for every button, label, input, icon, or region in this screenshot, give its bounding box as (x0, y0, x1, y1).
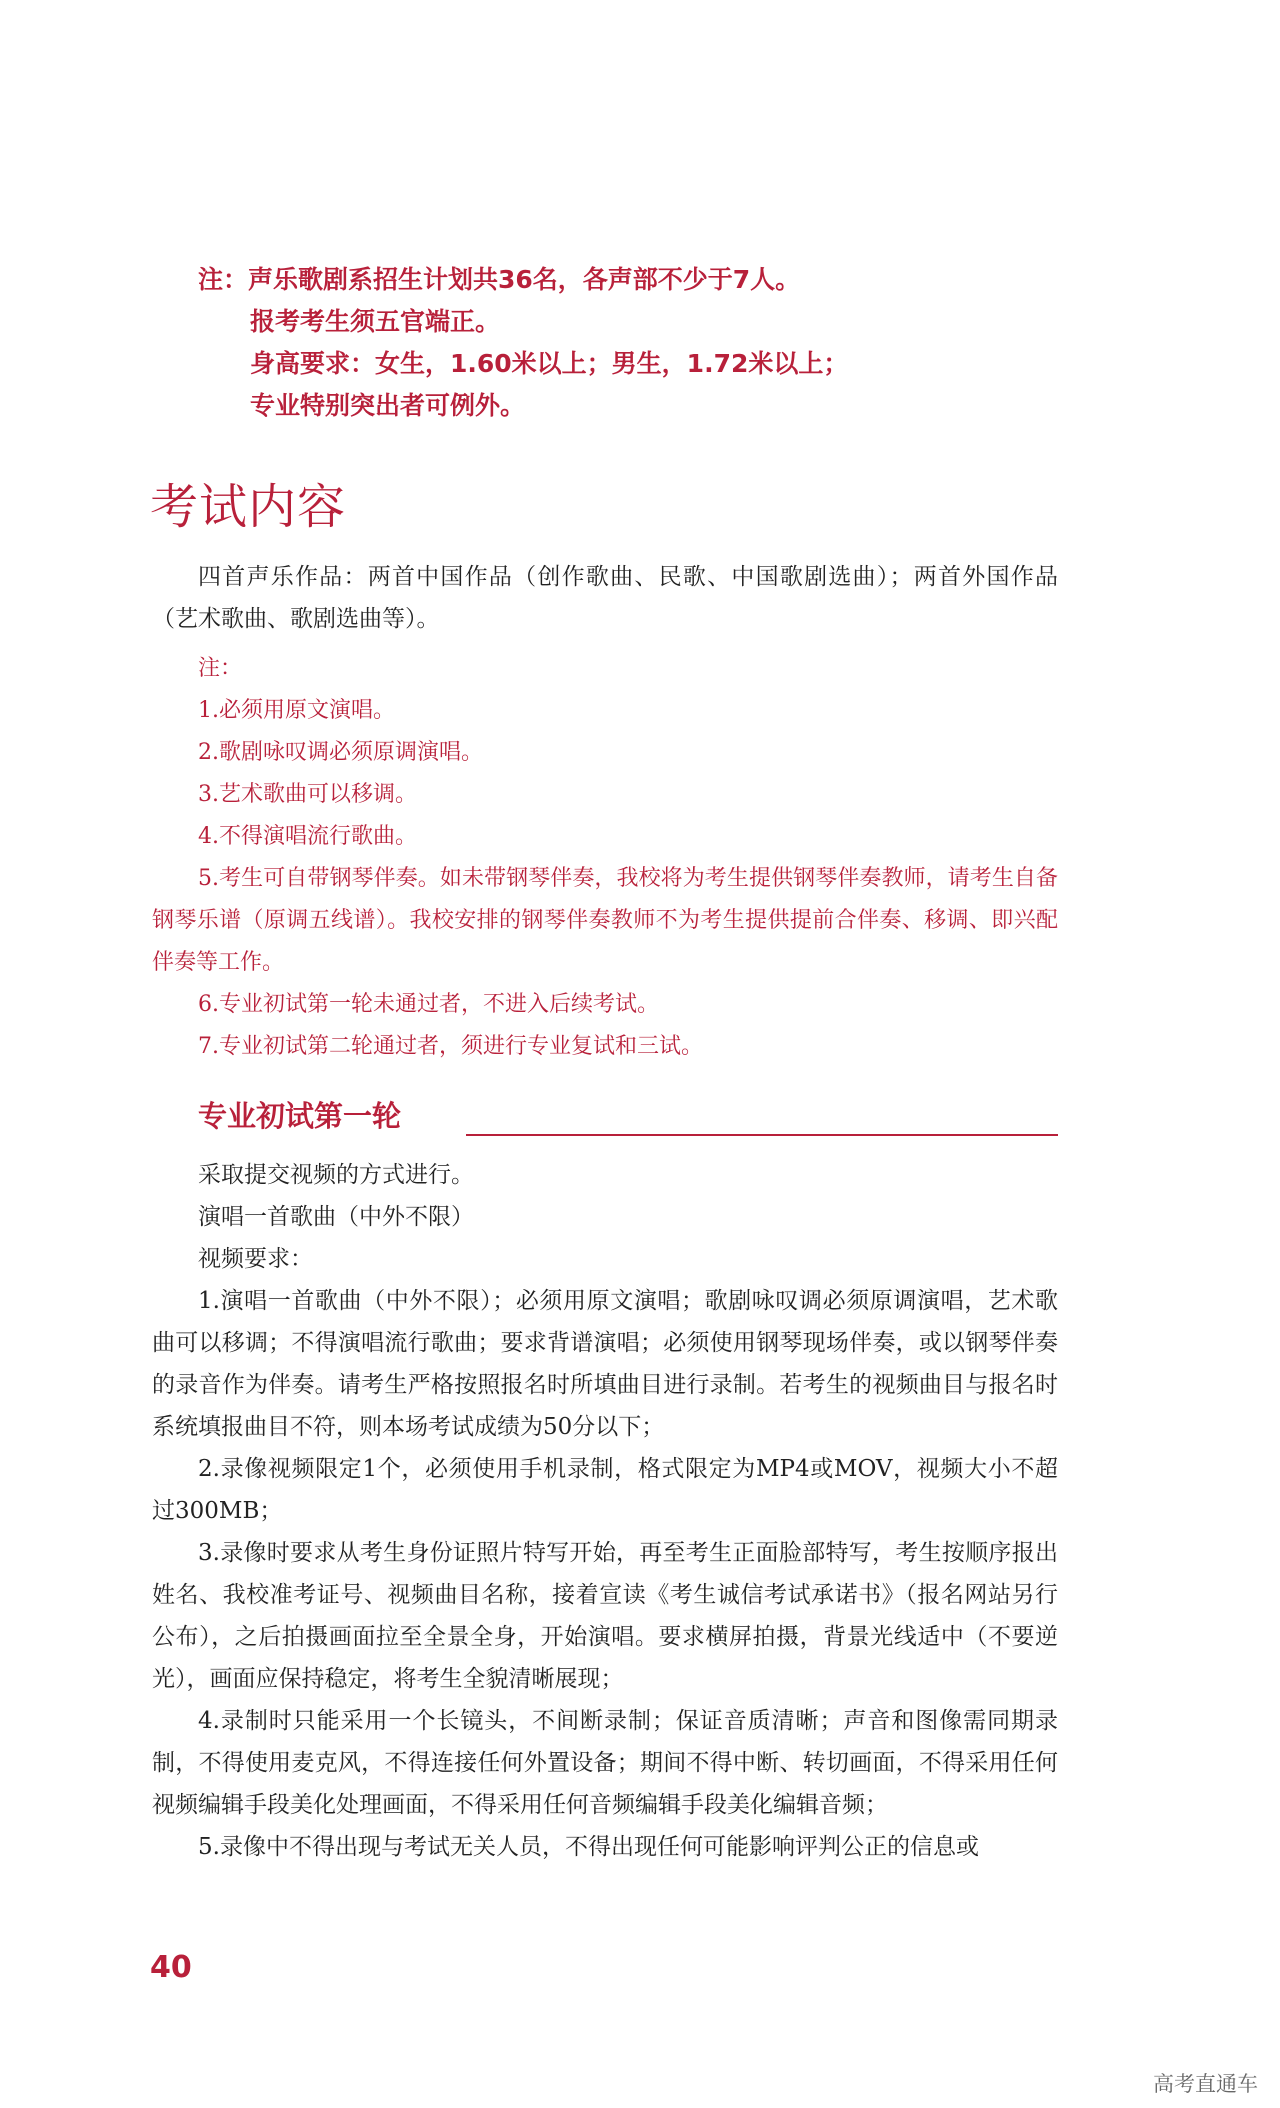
note-line: 注：声乐歌剧系招生计划共36名，各声部不少于7人。 (198, 265, 801, 294)
round1-paragraph: 演唱一首歌曲（中外不限） (198, 1204, 474, 1230)
note-line: 报考考生须五官端正。 (250, 307, 501, 336)
round1-heading-label: 专业初试第一轮 (198, 1099, 402, 1133)
exam-content-intro (152, 556, 1058, 640)
exam-note-item: 5.考生可自带钢琴伴奏。如未带钢琴伴奏，我校将为考生提供钢琴伴奏教师，请考生自备钢琴乐谱（原调五线谱）。我校安排的钢琴伴奏教师不为考生提供提前合伴奏、移调、即兴配伴奏等工作。 (152, 866, 1058, 975)
page-number: 40 (150, 1950, 192, 1985)
exam-note-item: 注： (198, 656, 243, 681)
heading-rule (466, 1134, 1058, 1136)
round1-paragraph: 2.录像视频限定1个，必须使用手机录制，格式限定为MP4或MOV，视频大小不超过300MB； (152, 1456, 1058, 1524)
round1-paragraph: 采取提交视频的方式进行。 (198, 1162, 474, 1188)
watermark-text: 高考直通车 (1153, 2072, 1258, 2096)
round1-paragraph: 5.录像中不得出现与考试无关人员，不得出现任何可能影响评判公正的信息或 (198, 1834, 979, 1860)
note-line: 专业特别突出者可例外。 (250, 391, 526, 420)
section-title: 考试内容 (150, 479, 347, 535)
enrollment-note (198, 259, 848, 427)
round1-paragraph: 1.演唱一首歌曲（中外不限）；必须用原文演唱；歌剧咏叹调必须原调演唱，艺术歌曲可以移调；不得演唱流行歌曲；要求背谱演唱；必须使用钢琴现场伴奏，或以钢琴伴奏的录音作为伴奏。请考生严格按照报名时所填曲目进行录制。若考生的视频曲目与报名时系统填报曲目不符，则本场考试成绩为50分以下； (152, 1288, 1058, 1440)
round1-paragraph: 视频要求： (198, 1246, 313, 1272)
round1-content (152, 1154, 1058, 1868)
note-line: 身高要求：女生，1.60米以上；男生，1.72米以上； (250, 349, 849, 378)
round1-paragraph: 3.录像时要求从考生身份证照片特写开始，再至考生正面脸部特写，考生按顺序报出姓名、我校准考证号、视频曲目名称，接着宣读《考生诚信考试承诺书》（报名网站另行公布），之后拍摄画面拉至全景全身，开始演唱。要求横屏拍摄，背景光线适中（不要逆光），画面应保持稳定，将考生全貌清晰展现； (152, 1540, 1058, 1692)
exam-note-item: 6.专业初试第一轮未通过者，不进入后续考试。 (198, 992, 659, 1017)
exam-note-item: 4.不得演唱流行歌曲。 (198, 824, 417, 849)
exam-note-item: 7.专业初试第二轮通过者，须进行专业复试和三试。 (198, 1034, 703, 1059)
exam-note-item: 3.艺术歌曲可以移调。 (198, 782, 417, 807)
exam-note-item: 1.必须用原文演唱。 (198, 698, 395, 723)
round1-paragraph: 4.录制时只能采用一个长镜头，不间断录制；保证音质清晰；声音和图像需同期录制，不得使用麦克风，不得连接任何外置设备；期间不得中断、转切画面，不得采用任何视频编辑手段美化处理画面，不得采用任何音频编辑手段美化编辑音频； (152, 1708, 1058, 1818)
intro-paragraph: 四首声乐作品：两首中国作品（创作歌曲、民歌、中国歌剧选曲）；两首外国作品（艺术歌曲、歌剧选曲等）。 (152, 564, 1058, 632)
round1-heading (198, 1094, 1058, 1140)
exam-note-item: 2.歌剧咏叹调必须原调演唱。 (198, 740, 483, 765)
exam-notes (152, 648, 1058, 1068)
